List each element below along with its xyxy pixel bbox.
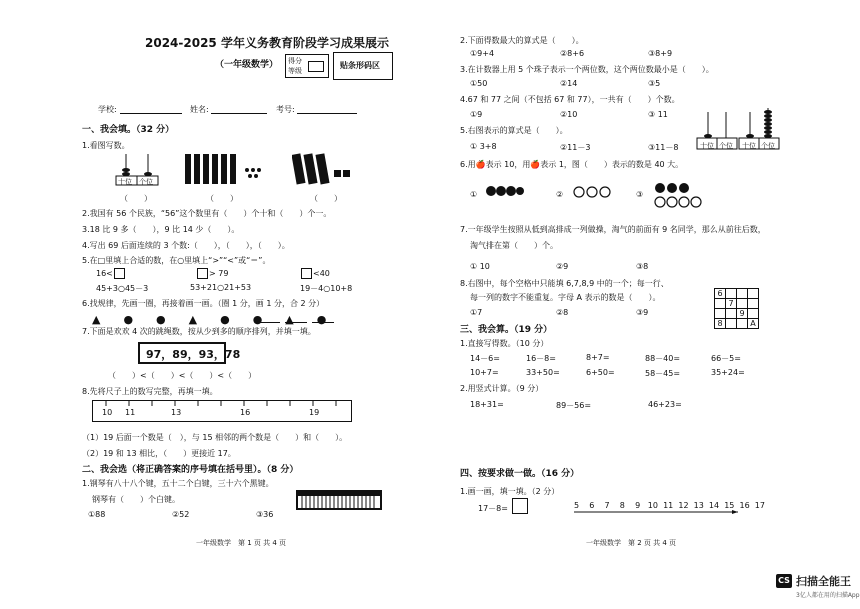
s4-expr: 17－8=: [478, 504, 508, 513]
s2-q8-text: 8.右图中，每个空格中只能填 6,7,8,9 中的一个；每一行、: [460, 279, 669, 288]
sudoku-grid: [714, 288, 759, 329]
nl-label: 11: [663, 501, 674, 510]
grid-cell: 7: [726, 299, 737, 309]
abacus-ones-label: 个位: [139, 178, 153, 186]
s2-q8-option-3[interactable]: ③9: [636, 308, 649, 317]
answer-box[interactable]: [114, 268, 125, 279]
scanner-app-name: 扫描全能王: [796, 575, 851, 588]
q6-pattern: ▲ ● ● ▲ ● ● ▲ ●: [92, 313, 333, 326]
calc-item[interactable]: 66－5=: [711, 354, 741, 363]
page-footer-2: 一年级数学 第 2 页 共 4 页: [586, 539, 677, 547]
s2-q5-option-1[interactable]: ① 3+8: [470, 142, 497, 151]
s2-q7-option-1[interactable]: ① 10: [470, 262, 490, 271]
grid-cell: 8: [715, 319, 726, 329]
q1-blank-3[interactable]: （ ）: [310, 194, 342, 203]
s2-q5-option-3[interactable]: ③11－8: [648, 143, 679, 152]
apple-cluster-icon: [652, 180, 714, 210]
abacus-tens-label: 十位: [700, 142, 714, 150]
s2-q7-line2: 淘气排在第（ ）个。: [470, 241, 558, 250]
nl-label: 9: [635, 501, 641, 510]
q6-text: 6.找规律，先画一圈，再接着画一画。（圈 1 分，画 1 分，合 2 分）: [82, 299, 325, 308]
nl-label: 16: [739, 501, 750, 510]
q6-blank[interactable]: [258, 322, 280, 323]
q8-part-2: （2）19 和 13 相比，（ ）更接近 17。: [82, 449, 236, 458]
q5-item-3: <40: [300, 268, 330, 279]
q8-text: 8.先将尺子上的数写完整，再填一填。: [82, 387, 218, 396]
q7-text: 7.下面是欢欢 4 次的跳绳数，按从少到多的顺序排列，并填一填。: [82, 327, 316, 336]
s2-q1-option-2[interactable]: ②52: [172, 510, 190, 519]
abacus-tens-label: 十位: [742, 142, 756, 150]
q1-text: 1.看图写数。: [82, 141, 130, 150]
q5-item-1: 16<: [96, 268, 126, 279]
nl-label: 13: [693, 501, 704, 510]
calc-item[interactable]: 35+24=: [711, 368, 745, 377]
grid-cell[interactable]: [737, 289, 748, 299]
q5-text: 5.在□里填上合适的数，在○里填上“>”“<”或“＝”。: [82, 256, 271, 265]
q5-compare-2[interactable]: 53+21○21+53: [190, 283, 252, 292]
nl-label: 17: [754, 501, 765, 510]
answer-box[interactable]: [197, 268, 208, 279]
calc-item[interactable]: 6+50=: [586, 368, 615, 377]
grid-cell[interactable]: [748, 309, 759, 319]
vertical-calc[interactable]: 89－56=: [556, 401, 592, 410]
s2-q6-option-2[interactable]: ②: [556, 190, 564, 199]
section3-heading: 三、我会算。（19 分）: [460, 325, 553, 335]
s4-sub1: 1.画一画，填一填。（2 分）: [460, 487, 560, 496]
grid-cell: 6: [715, 289, 726, 299]
s2-q6-text: 6.用🍎表示 10，用🍎表示 1，图（ ）表示的数是 40 大。: [460, 160, 684, 169]
grid-cell[interactable]: [715, 299, 726, 309]
page-title: 2024-2025 学年义务教育阶段学习成果展示: [145, 36, 389, 50]
score-field[interactable]: [308, 61, 324, 72]
piano-icon: [296, 490, 382, 510]
apple-cluster-icon: [485, 182, 525, 200]
name-field[interactable]: [211, 113, 267, 114]
score-box: [285, 54, 329, 78]
q7-number-card: [138, 342, 241, 364]
score-label: 得分: [288, 57, 302, 65]
s2-q4-option-2[interactable]: ②10: [560, 110, 578, 119]
q4-text: 4.写出 69 后面连续的 3 个数:（ ），（ ），（ ）。: [82, 241, 290, 250]
s2-q2-option-3[interactable]: ③8+9: [648, 49, 673, 58]
s4-answer-box[interactable]: [512, 498, 528, 514]
grid-cell[interactable]: [748, 289, 759, 299]
q5-compare-3[interactable]: 19－4○10+8: [300, 284, 353, 293]
nl-label: 6: [589, 501, 595, 510]
vertical-calc[interactable]: 18+31=: [470, 400, 504, 409]
answer-box[interactable]: [301, 268, 312, 279]
s2-q4-text: 4.67 和 77 之间（不包括 67 和 77），一共有（ ）个数。: [460, 95, 680, 104]
s3-sub2: 2.用竖式计算。（9 分）: [460, 384, 544, 393]
s2-q4-option-1[interactable]: ①9: [470, 110, 483, 119]
s2-q3-option-3[interactable]: ③5: [648, 79, 661, 88]
nl-label: 10: [647, 501, 658, 510]
q1-blank-2[interactable]: （ ）: [206, 194, 238, 203]
calc-item[interactable]: 10+7=: [470, 368, 499, 377]
s2-q7-text: 7.一年级学生按照从低到高排成一列做操，淘气的前面有 9 名同学，那么从前往后数，: [460, 225, 766, 234]
q6-blank[interactable]: [285, 322, 307, 323]
name-label: 姓名:: [190, 105, 209, 114]
page-footer-1: 一年级数学 第 1 页 共 4 页: [196, 539, 287, 547]
s2-q7-option-2[interactable]: ②9: [556, 262, 569, 271]
s2-q1-option-1[interactable]: ①88: [88, 510, 106, 519]
number-line-labels: [574, 501, 765, 510]
calc-item[interactable]: 58－45=: [645, 369, 681, 378]
calc-item[interactable]: 88－40=: [645, 354, 681, 363]
nl-label: 8: [619, 501, 625, 510]
nl-label: 12: [678, 501, 689, 510]
grid-cell: 9: [737, 309, 748, 319]
calc-item[interactable]: 16－8=: [526, 354, 556, 363]
barcode-label: 贴条形码区: [340, 61, 380, 70]
nl-label: 5: [574, 501, 580, 510]
stick-bundles-icon: [185, 152, 265, 186]
subtitle: （一年级数学）: [215, 60, 279, 70]
ruler-label: 10: [102, 408, 113, 417]
ruler-label: 13: [171, 408, 182, 417]
s3-sub1: 1.直接写得数。（10 分）: [460, 339, 549, 348]
school-field[interactable]: [120, 113, 182, 114]
s2-q1-text: 1.钢琴有八十八个键，五十二个白键，三十六个黑键。: [82, 479, 274, 488]
barcode-area: [333, 52, 393, 80]
ruler-label: 16: [240, 408, 251, 417]
s2-q4-option-3[interactable]: ③ 11: [648, 110, 668, 119]
s2-q1-line2: 钢琴有（ ）个白键。: [92, 495, 180, 504]
q8-part-1: （1）19 后面一个数是（ ），与 15 相邻的两个数是（ ）和（ ）。: [82, 433, 348, 442]
grid-cell[interactable]: [737, 299, 748, 309]
ruler-label: 11: [125, 408, 136, 417]
vertical-calc[interactable]: 46+23=: [648, 400, 682, 409]
abacus-tens-label: 十位: [118, 178, 132, 186]
s2-q6-option-3[interactable]: ③: [636, 190, 644, 199]
school-label: 学校:: [98, 105, 117, 114]
calc-item[interactable]: 33+50=: [526, 368, 560, 377]
s2-q7-option-3[interactable]: ③8: [636, 262, 649, 271]
id-field[interactable]: [297, 113, 357, 114]
q1-blank-1[interactable]: （ ）: [120, 194, 152, 203]
s2-q3-option-2[interactable]: ②14: [560, 79, 578, 88]
abacus-ones-label: 个位: [719, 142, 733, 150]
grid-cell[interactable]: [748, 299, 759, 309]
s2-q8-option-1[interactable]: ①7: [470, 308, 483, 317]
s2-q5-option-2[interactable]: ②11－3: [560, 143, 591, 152]
grid-cell[interactable]: [726, 309, 737, 319]
s2-q6-option-1[interactable]: ①: [470, 190, 478, 199]
s2-q1-option-3[interactable]: ③36: [256, 510, 274, 519]
s2-q5-text: 5.右图表示的算式是（ ）。: [460, 126, 568, 135]
grade-label: 等级: [288, 67, 302, 75]
calc-item[interactable]: 8+7=: [586, 353, 610, 362]
section1-heading: 一、我会填。（32 分）: [82, 125, 175, 135]
apple-icon: [572, 182, 616, 200]
grid-cell[interactable]: [726, 319, 737, 329]
section2-heading: 二、我会选（将正确答案的序号填在括号里）。（8 分）: [82, 465, 299, 475]
calc-item[interactable]: 14－6=: [470, 354, 500, 363]
s2-q8-option-2[interactable]: ②8: [556, 308, 569, 317]
q6-blank[interactable]: [312, 322, 334, 323]
section4-heading: 四、按要求做一做。（16 分）: [460, 469, 580, 479]
grid-cell[interactable]: [726, 289, 737, 299]
q7-numbers: 97，89，93，78: [146, 348, 241, 361]
s2-q3-text: 3.在计数器上用 5 个珠子表示一个两位数，这个两位数最小是（ ）。: [460, 65, 714, 74]
s2-q2-text: 2.下面得数最大的算式是（ ）。: [460, 36, 584, 45]
cube-rods-icon: [292, 152, 352, 186]
s2-q3-option-1[interactable]: ①50: [470, 79, 488, 88]
q3-text: 3.18 比 9 多（ ），9 比 14 少（ ）。: [82, 225, 240, 234]
ruler-label: 19: [309, 408, 320, 417]
scanner-app-tagline: 3亿人都在用的扫描App: [796, 592, 860, 599]
scanner-logo-icon: CS: [776, 574, 792, 588]
abacus-ones-label: 个位: [761, 142, 775, 150]
s2-q2-option-1[interactable]: ①9+4: [470, 49, 495, 58]
s2-q2-option-2[interactable]: ②8+6: [560, 49, 585, 58]
q5-compare-1[interactable]: 45+3○45－3: [96, 284, 149, 293]
q7-order[interactable]: （ ）<（ ）<（ ）<（ ）: [108, 371, 257, 380]
q2-text: 2.我国有 56 个民族，“56”这个数里有（ ）个十和（ ）个一。: [82, 209, 332, 218]
q5-item-2: > 79: [196, 268, 228, 279]
nl-label: 15: [724, 501, 735, 510]
number-line: [574, 510, 740, 522]
nl-label: 7: [604, 501, 610, 510]
grid-cell[interactable]: [737, 319, 748, 329]
id-label: 考号:: [276, 105, 295, 114]
grid-cell: A: [748, 319, 759, 329]
grid-cell[interactable]: [715, 309, 726, 319]
nl-label: 14: [708, 501, 720, 510]
s2-q8-line2: 每一列的数字不能重复。字母 A 表示的数是（ ）。: [470, 293, 661, 302]
